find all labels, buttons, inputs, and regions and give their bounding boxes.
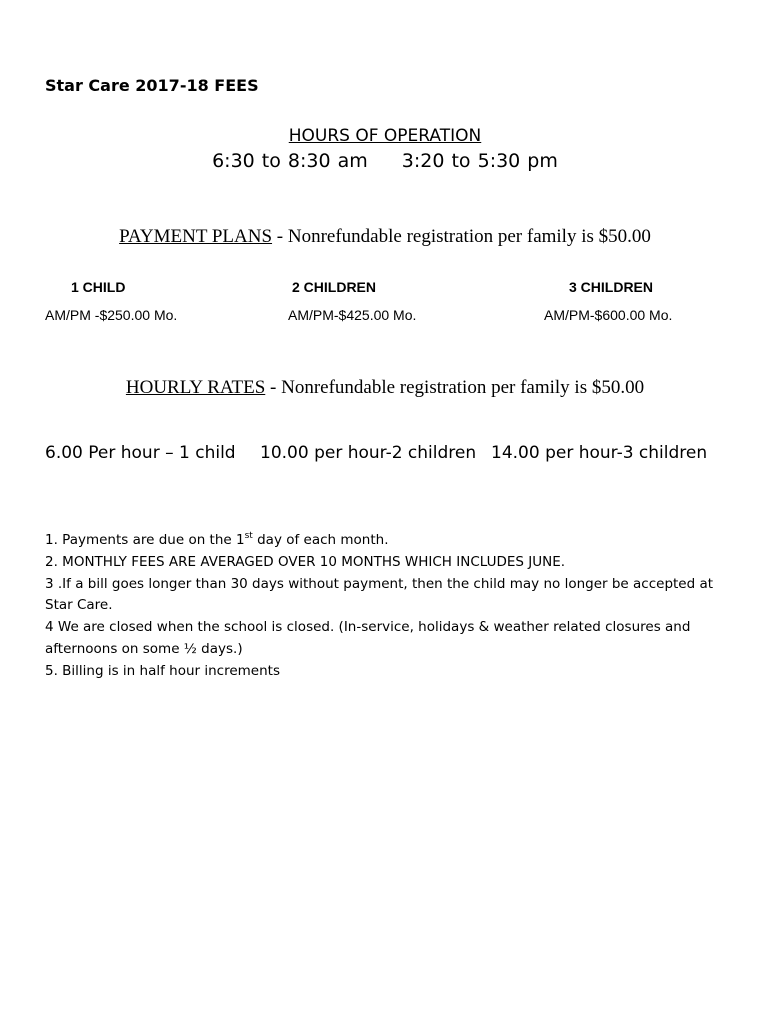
payment-plans-label: PAYMENT PLANS (119, 226, 273, 247)
plan-2-heading: 2 CHILDREN (292, 279, 377, 295)
afternoon-hours: 3:20 to 5:30 pm (401, 150, 558, 172)
hours-times (0, 150, 770, 172)
hours-heading: HOURS OF OPERATION (288, 126, 482, 146)
note-3: 3 .If a bill goes longer than 30 days without payment, then the child may no longer be accepted at Star Care. (45, 575, 714, 614)
note-5: 5. Billing is in half hour increments (45, 662, 280, 679)
notes-list (45, 530, 735, 683)
morning-hours: 6:30 to 8:30 am (212, 150, 368, 172)
plan-3-price: AM/PM-$600.00 Mo. (544, 307, 673, 323)
rate-1-child: 6.00 Per hour – 1 child (45, 443, 236, 463)
payment-plans-heading (0, 226, 770, 248)
hourly-rates-note: - Nonrefundable registration per family is $50.00 (265, 377, 645, 398)
hourly-rates-heading (0, 377, 770, 399)
plan-1-heading: 1 CHILD (71, 279, 126, 295)
note-1-text-end: day of each month. (252, 532, 389, 548)
note-1-text: 1. Payments are due on the 1 (45, 532, 245, 548)
plan-1-price: AM/PM -$250.00 Mo. (45, 307, 178, 323)
note-1-superscript: st (244, 531, 253, 541)
hourly-rates-label: HOURLY RATES (125, 377, 266, 398)
document-title: Star Care 2017-18 FEES (45, 76, 259, 95)
plan-2-price: AM/PM-$425.00 Mo. (288, 307, 417, 323)
rate-3-children: 14.00 per hour-3 children (491, 443, 708, 463)
note-2: 2. MONTHLY FEES ARE AVERAGED OVER 10 MONTHS WHICH INCLUDES JUNE. (45, 553, 566, 570)
note-1 (45, 530, 735, 552)
note-4: 4 We are closed when the school is closed. (In-service, holidays & weather related closures and afternoons on some ½ days.) (45, 619, 691, 657)
rate-2-children: 10.00 per hour-2 children (260, 443, 477, 463)
payment-plans-note: - Nonrefundable registration per family is $50.00 (272, 226, 651, 247)
plan-3-heading: 3 CHILDREN (569, 279, 654, 295)
